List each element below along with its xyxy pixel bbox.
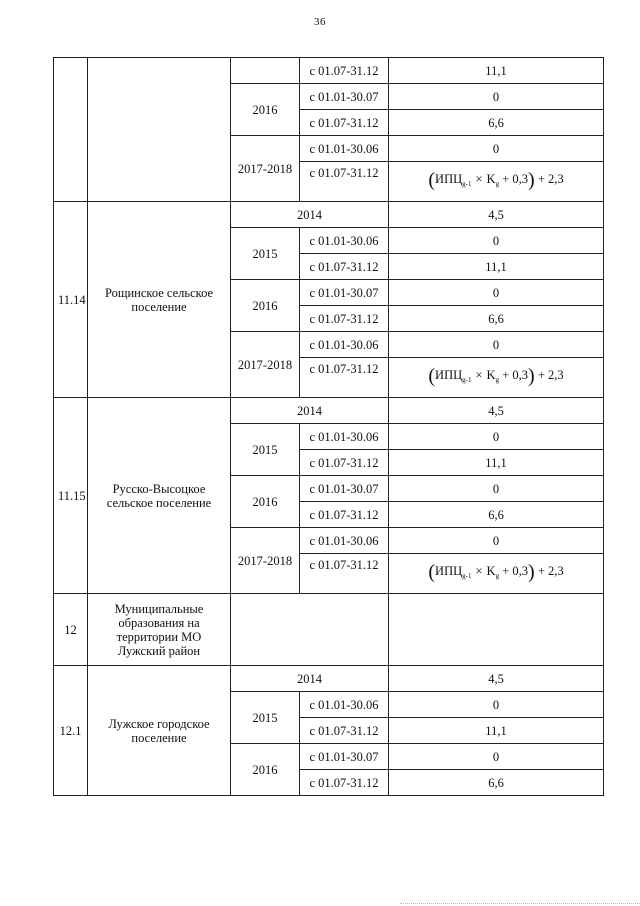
formula-cell [389,554,604,594]
year-cell: 2016 [231,744,300,796]
period-cell: с 01.01-30.07 [300,476,389,502]
formula-label-sub: g-1 [462,572,472,580]
formula-plus-inner: + 0,3 [502,172,529,186]
row-number-cell [54,58,88,202]
period-cell: с 01.01-30.07 [300,84,389,110]
page-number: 36 [314,16,326,28]
paren-close: ) [528,169,535,191]
year-cell: 2014 [231,202,389,228]
period-cell: с 01.07-31.12 [300,162,389,202]
year-cell: 2015 [231,228,300,280]
row-number-cell: 11.15 [54,398,88,594]
paren-close: ) [528,561,535,583]
period-cell: с 01.01-30.06 [300,424,389,450]
year-cell: 2014 [231,398,389,424]
table-row [54,594,604,666]
row-number-cell: 11.14 [54,202,88,398]
formula-plus-outer: + 2,3 [537,368,564,382]
year-cell [231,58,300,84]
formula-label-sub: g-1 [462,376,472,384]
period-cell: с 01.01-30.07 [300,280,389,306]
year-cell: 2016 [231,476,300,528]
formula-k: K [486,368,496,382]
paren-open: ( [428,169,436,191]
value-cell: 4,5 [389,666,604,692]
value-cell: 6,6 [389,110,604,136]
value-cell: 0 [389,84,604,110]
formula-times: × [475,368,483,382]
value-cell: 0 [389,332,604,358]
period-cell: с 01.07-31.12 [300,450,389,476]
value-cell: 4,5 [389,202,604,228]
row-number-cell: 12.1 [54,666,88,796]
year-cell: 2017-2018 [231,332,300,398]
period-cell: с 01.07-31.12 [300,110,389,136]
year-cell: 2017-2018 [231,528,300,594]
value-cell: 11,1 [389,58,604,84]
value-cell: 0 [389,476,604,502]
period-cell: с 01.07-31.12 [300,554,389,594]
value-cell: 6,6 [389,770,604,796]
formula-k-sub: g [495,180,500,188]
period-cell: с 01.07-31.12 [300,58,389,84]
value-cell: 6,6 [389,306,604,332]
table-row [54,58,604,84]
formula-label: ИПЦ [435,172,463,186]
formula-times: × [475,564,483,578]
value-cell [389,594,604,666]
value-cell: 11,1 [389,254,604,280]
settlement-name-cell: Русско-Высоцкое сельское поселение [88,398,231,594]
formula-cell [389,358,604,398]
value-cell: 0 [389,280,604,306]
value-cell: 0 [389,136,604,162]
formula-label: ИПЦ [435,368,463,382]
formula-plus-inner: + 0,3 [502,564,529,578]
value-cell: 0 [389,744,604,770]
formula-k-sub: g [495,572,500,580]
period-cell: с 01.01-30.06 [300,528,389,554]
formula-label-sub: g-1 [462,180,472,188]
period-cell: с 01.07-31.12 [300,358,389,398]
year-cell: 2014 [231,666,389,692]
formula-plus-inner: + 0,3 [502,368,529,382]
period-cell: с 01.07-31.12 [300,770,389,796]
period-cell: с 01.01-30.06 [300,692,389,718]
paren-open: ( [428,365,436,387]
formula-label: ИПЦ [435,564,463,578]
period-cell: с 01.01-30.06 [300,136,389,162]
table-row [54,202,604,228]
paren-open: ( [428,561,436,583]
formula-k-sub: g [495,376,500,384]
year-cell: 2016 [231,280,300,332]
period-cell: с 01.07-31.12 [300,718,389,744]
tariff-formula [428,169,564,191]
value-cell: 0 [389,692,604,718]
period-cell: с 01.07-31.12 [300,254,389,280]
value-cell: 6,6 [389,502,604,528]
period-cell: с 01.07-31.12 [300,502,389,528]
table-row [54,666,604,692]
value-cell: 0 [389,424,604,450]
settlement-name-cell [88,58,231,202]
value-cell: 0 [389,528,604,554]
period-cell: с 01.07-31.12 [300,306,389,332]
value-cell: 0 [389,228,604,254]
tariff-table [53,57,604,796]
formula-cell [389,162,604,202]
year-cell: 2015 [231,424,300,476]
formula-plus-outer: + 2,3 [537,172,564,186]
formula-k: K [486,172,496,186]
table-row [54,398,604,424]
year-cell: 2017-2018 [231,136,300,202]
tariff-formula [428,561,564,583]
tariff-formula [428,365,564,387]
settlement-name-cell: Рощинское сельское поселение [88,202,231,398]
formula-plus-outer: + 2,3 [537,564,564,578]
paren-close: ) [528,365,535,387]
settlement-name-cell: Лужское городское поселение [88,666,231,796]
year-cell: 2015 [231,692,300,744]
value-cell: 4,5 [389,398,604,424]
period-cell: с 01.01-30.06 [300,228,389,254]
settlement-name-cell: Муниципальные образования на территории МО Лужский район [88,594,231,666]
period-cell: с 01.01-30.07 [300,744,389,770]
formula-times: × [475,172,483,186]
year-cell: 2016 [231,84,300,136]
year-cell [231,594,389,666]
period-cell: с 01.01-30.06 [300,332,389,358]
formula-k: K [486,564,496,578]
value-cell: 11,1 [389,718,604,744]
value-cell: 11,1 [389,450,604,476]
row-number-cell: 12 [54,594,88,666]
